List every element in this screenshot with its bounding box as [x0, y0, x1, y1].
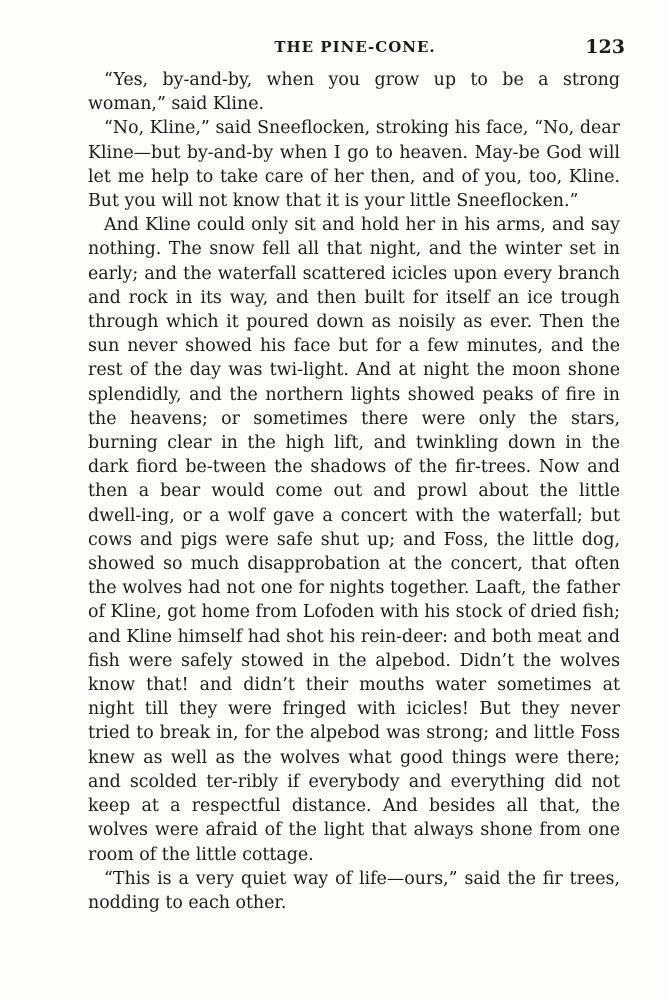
- running-title: THE PINE-CONE.: [274, 38, 436, 56]
- page-number: 123: [585, 36, 625, 58]
- paragraph-4: “This is a very quiet way of life—ours,” said the fir trees, nodding to each other.: [88, 868, 620, 913]
- running-head: [85, 34, 625, 60]
- paragraph-3: And Kline could only sit and hold her in his arms, and say nothing. The snow fell all that night, and the winter set in early; and the waterfall scattered icicles upon every branch and rock in its way, and then built for itself an ice trough through which it poured down as noisily as ever. Then the sun never showed his face but for a few minutes, and the rest of the day was twi-light. And at night the moon shone splendidly, and the northern lights showed peaks of fire in the heavens; or sometimes there were only the stars, burning clear in the high lift, and twinkling down in the dark fiord be-tween the shadows of the fir-trees. Now and then a bear would come out and prowl about the little dwell-ing, or a wolf gave a concert with the waterfall; but cows and pigs were safe shut up; and Foss, the little dog, showed so much disapprobation at the concert, that often the wolves had not one for nights together. Laaft, the father of Kline, got home from Lofoden with his stock of dried fish; and Kline himself had shot his rein-deer: and both meat and fish were safely stowed in the alpebod. Didn’t the wolves know that! and didn’t their mouths water sometimes at night till they were fringed with icicles! But they never tried to break in, for the alpebod was strong; and little Foss knew as well as the wolves what good things were there; and scolded ter-ribly if everybody and everything did not keep at a respectful distance. And besides all that, the wolves were afraid of the light that always shone from one room of the little cottage.: [88, 215, 620, 865]
- paragraph-1: “Yes, by-and-by, when you grow up to be a strong woman,” said Kline.: [88, 70, 620, 115]
- body-text: [88, 68, 620, 915]
- paragraph-2: “No, Kline,” said Sneeflocken, stroking his face, “No, dear Kline—but by-and-by when I go to heaven. May-be God will let me help to take care of her then, and of you, too, Kline. But you will not know that it is your little Sneeflocken.”: [88, 118, 620, 212]
